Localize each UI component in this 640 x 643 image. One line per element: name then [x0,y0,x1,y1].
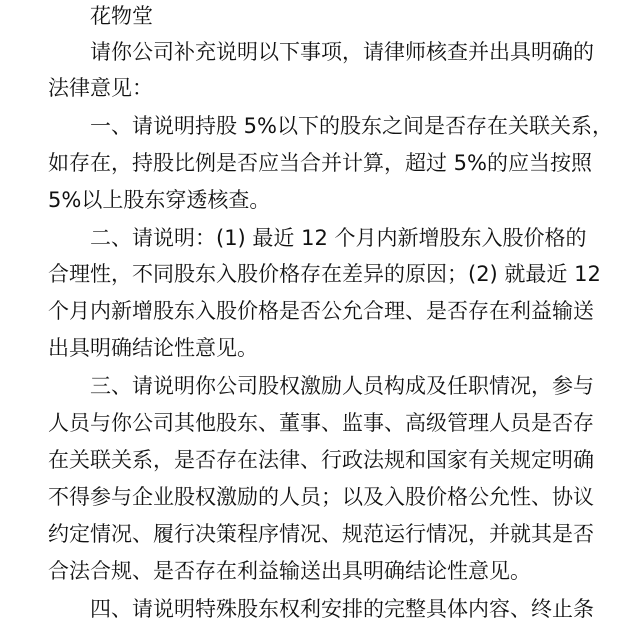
document-line: 四、请说明特殊股东权利安排的完整具体内容、终止条 [90,597,594,621]
document-line: 合理性，不同股东入股价格存在差异的原因；(2) 就最近 12 [48,262,601,286]
document-line: 个月内新增股东入股价格是否公允合理、是否存在利益输送 [48,299,594,323]
document-line: 人员与你公司其他股东、董事、监事、高级管理人员是否存 [48,411,594,435]
document-line: 三、请说明你公司股权激励人员构成及任职情况，参与 [90,374,594,398]
document-line: 合法合规、是否存在利益输送出具明确结论性意见。 [48,559,531,583]
document-line: 一、请说明持股 5%以下的股东之间是否存在关联关系， [90,114,613,138]
document-line: 请你公司补充说明以下事项，请律师核查并出具明确的 [90,40,594,64]
document-line: 5%以上股东穿透核查。 [48,188,271,212]
document-line: 二、请说明：(1) 最近 12 个月内新增股东入股价格的 [90,226,587,250]
document-line: 约定情况、履行决策程序情况、规范运行情况，并就其是否 [48,522,594,546]
document-line: 如存在，持股比例是否应当合并计算，超过 5%的应当按照 [48,151,592,175]
document-line: 法律意见： [48,76,153,100]
document-line: 花物堂 [90,4,153,28]
document-line: 出具明确结论性意见。 [48,336,258,360]
document-line: 不得参与企业股权激励的人员；以及入股价格公允性、协议 [48,485,594,509]
document-line: 在关联关系，是否存在法律、行政法规和国家有关规定明确 [48,448,594,472]
